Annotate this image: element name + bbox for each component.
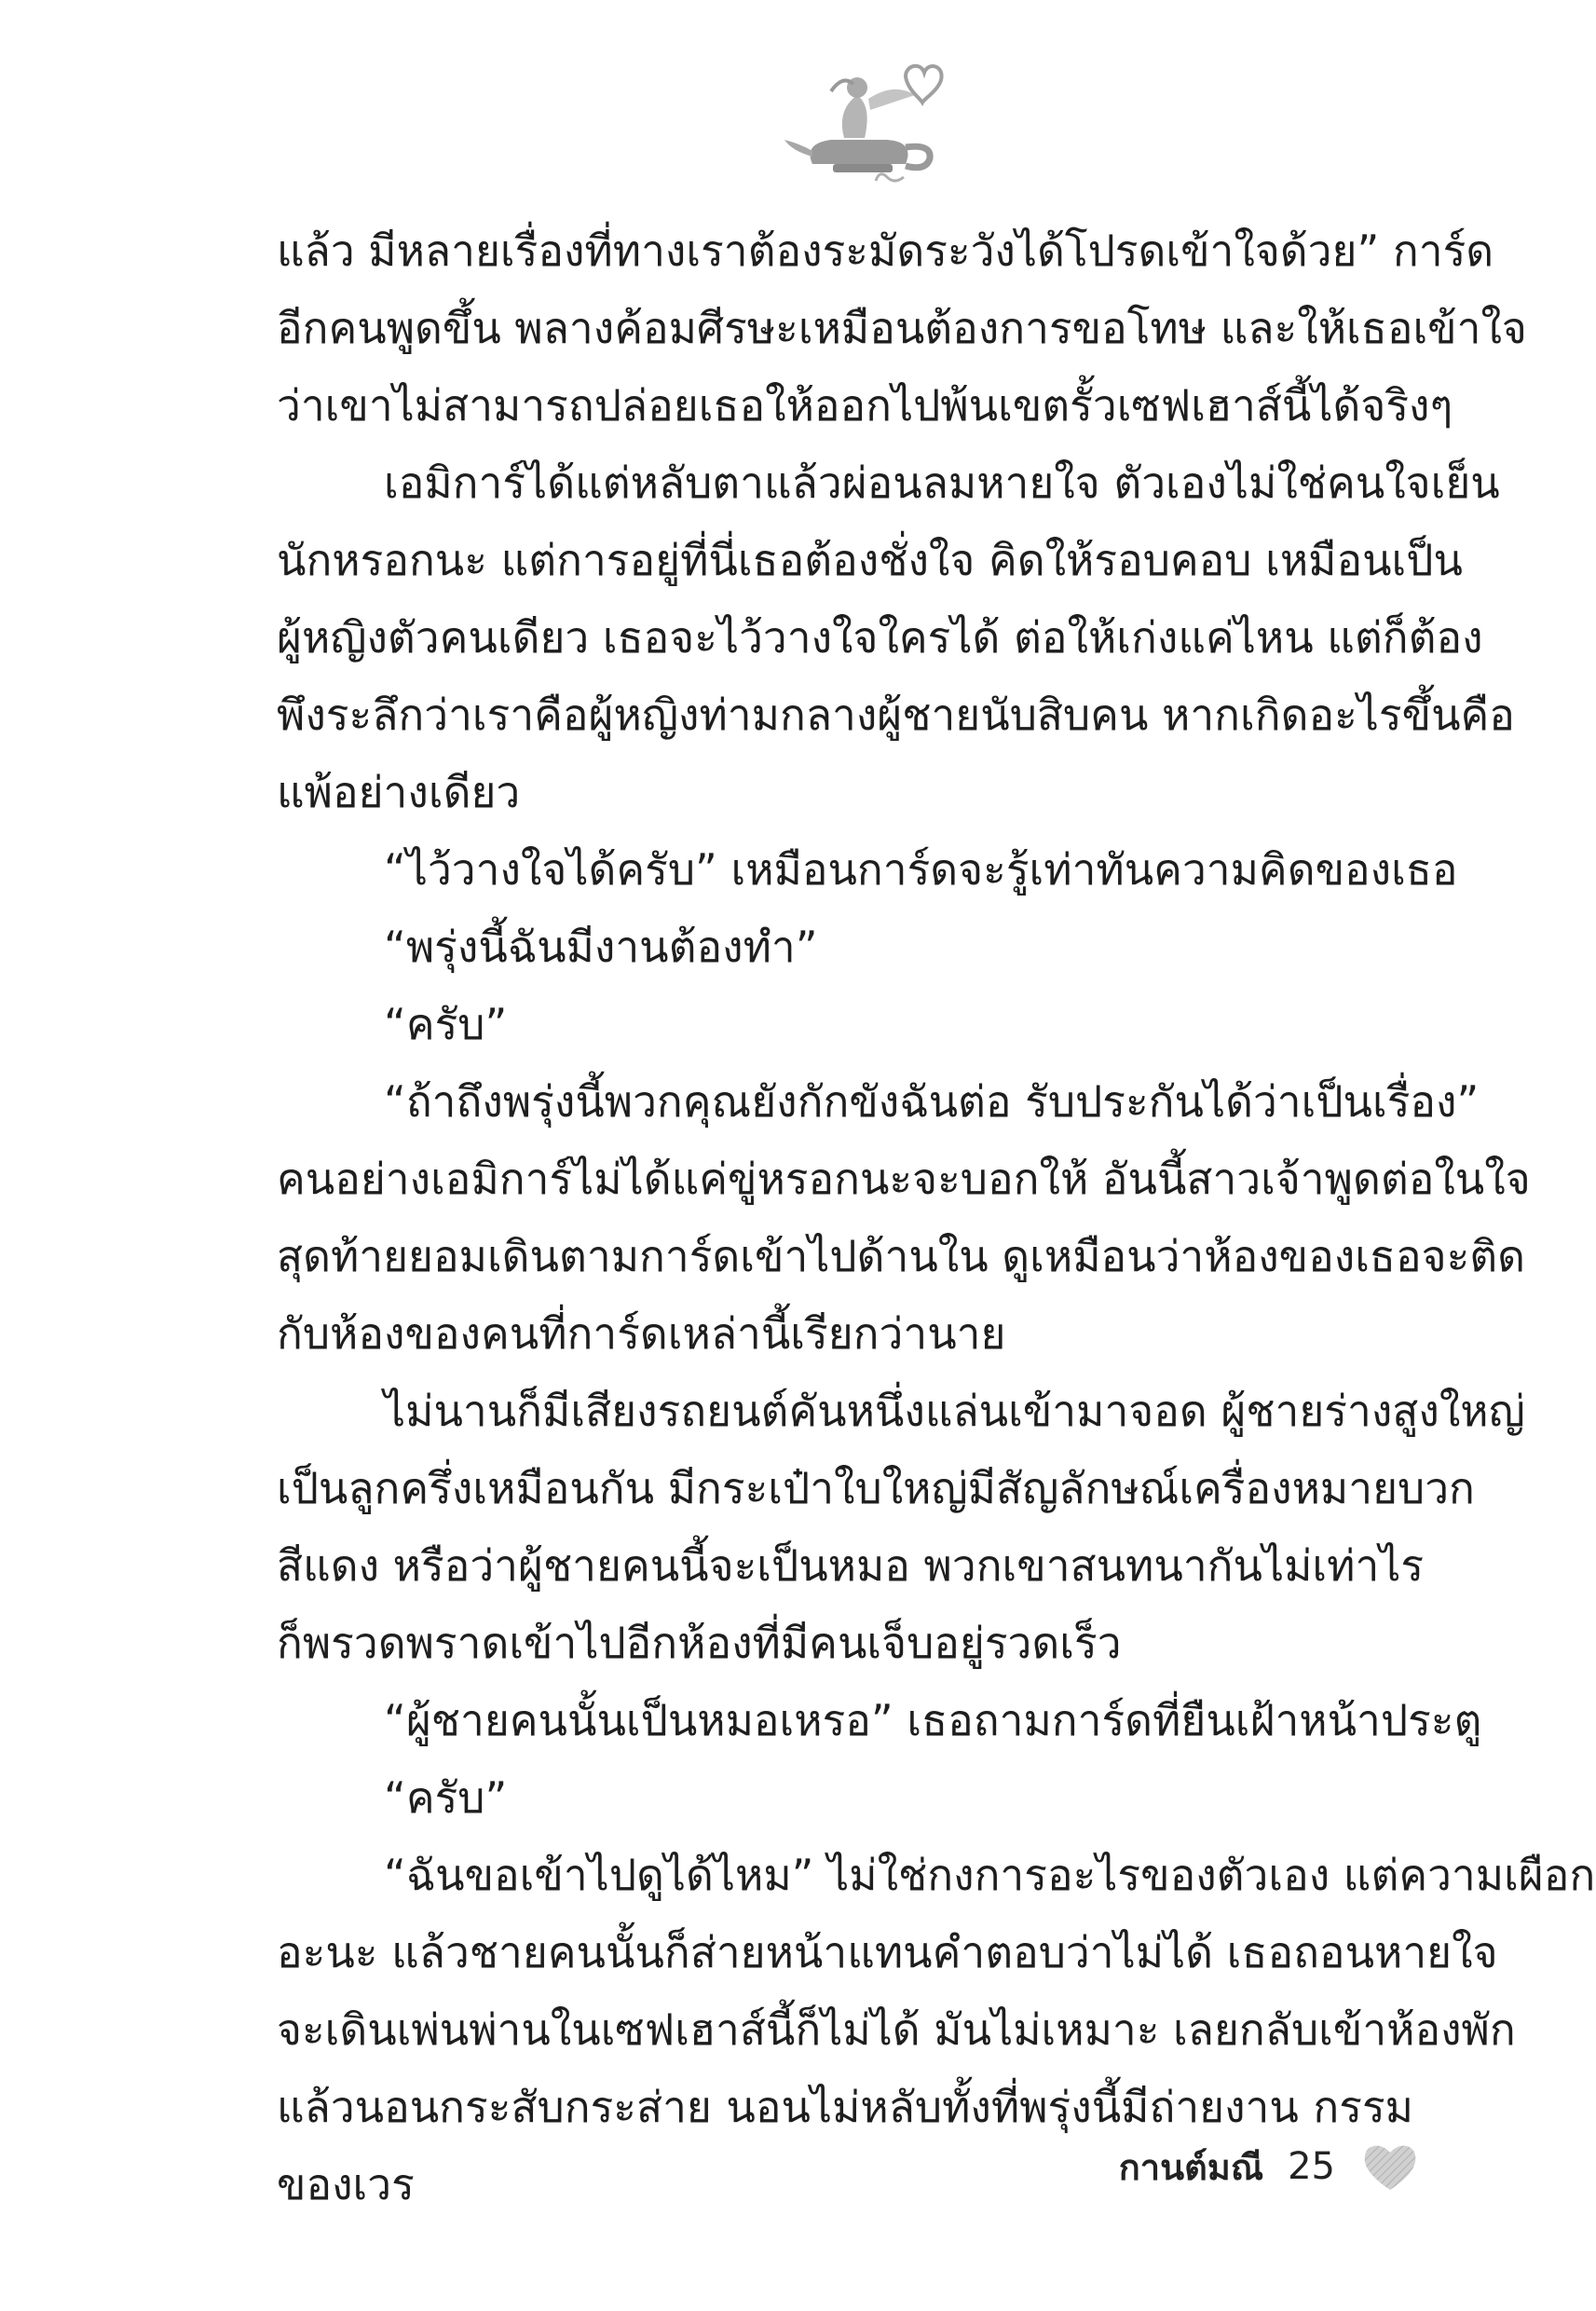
text-line: “ไว้วางใจได้ครับ” เหมือนการ์ดจะรู้เท่าทันความคิดของเธอ (384, 844, 1458, 895)
text-line: ของเวร (277, 2159, 415, 2209)
paragraph (277, 444, 1515, 831)
text-line: แพ้อย่างเดียว (277, 767, 521, 817)
text-line: กับห้องของคนที่การ์ดเหล่านี้เรียกว่านาย (277, 1308, 1006, 1359)
page-number: 25 (1288, 2145, 1335, 2188)
paragraph (277, 1373, 1525, 1682)
text-line: ว่าเขาไม่สามารถปล่อยเธอให้ออกไปพ้นเขตรั้วเซฟเฮาส์นี้ได้จริงๆ (277, 380, 1453, 431)
text-line: “ฉันขอเข้าไปดูได้ไหม” ไม่ใช่กงการอะไรของตัวเอง แต่ความเผือก (384, 1850, 1596, 1900)
heart-icon (1361, 2140, 1419, 2194)
paragraph (277, 909, 1413, 986)
text-line: สีแดง หรือว่าผู้ชายคนนี้จะเป็นหมอ พวกเขาสนทนากันไม่เท่าไร (277, 1540, 1425, 1591)
text-line: ผู้หญิงตัวคนเดียว เธอจะไว้วางใจใครได้ ต่อให้เก่งแค่ไหน แต่ก็ต้อง (277, 612, 1483, 663)
paragraph (277, 1063, 1531, 1373)
text-line: “ครับ” (384, 999, 508, 1049)
text-line: แล้ว มีหลายเรื่องที่ทางเราต้องระมัดระวังได้โปรดเข้าใจด้วย” การ์ด (277, 226, 1494, 276)
text-line: สุดท้ายยอมเดินตามการ์ดเข้าไปด้านใน ดูเหมือนว่าห้องของเธอจะติด (277, 1231, 1526, 1281)
text-line: คนอย่างเอมิการ์ไม่ได้แค่ขู่หรอกนะจะบอกให้ อันนี้สาวเจ้าพูดต่อในใจ (277, 1154, 1531, 1204)
page-footer (1119, 2134, 1419, 2199)
teapot-cupid-ornament-icon (775, 54, 952, 194)
text-line: นักหรอกนะ แต่การอยู่ที่นี่เธอต้องชั่งใจ คิดให้รอบคอบ เหมือนเป็น (277, 535, 1463, 585)
text-line: “ผู้ชายคนนั้นเป็นหมอเหรอ” เธอถามการ์ดที่ยืนเฝ้าหน้าประตู (384, 1695, 1482, 1745)
paragraph (277, 1759, 1413, 1837)
text-line: อีกคนพูดขึ้น พลางค้อมศีรษะเหมือนต้องการขอโทษ และให้เธอเข้าใจ (277, 303, 1527, 353)
paragraph (277, 831, 1458, 909)
text-line: จะเดินเพ่นพ่านในเซฟเฮาส์นี้ก็ไม่ได้ มันไม่เหมาะ เลยกลับเข้าห้องพัก (277, 2004, 1516, 2055)
text-line: เป็นลูกครึ่งเหมือนกัน มีกระเป๋าใบใหญ่มีสัญลักษณ์เครื่องหมายบวก (277, 1463, 1475, 1513)
text-line: อะนะ แล้วชายคนนั้นก็ส่ายหน้าแทนคำตอบว่าไม่ได้ เธอถอนหายใจ (277, 1927, 1498, 1977)
text-line: ไม่นานก็มีเสียงรถยนต์คันหนึ่งแล่นเข้ามาจอด ผู้ชายร่างสูงใหญ่ (384, 1386, 1525, 1436)
text-line: “ครับ” (384, 1772, 508, 1823)
text-line: แล้วนอนกระสับกระส่าย นอนไม่หลับทั้งที่พรุ่งนี้มีถ่ายงาน กรรม (277, 2082, 1413, 2132)
paragraph (277, 986, 1413, 1063)
book-title: กานต์มณี (1118, 2146, 1264, 2188)
text-line: พึงระลึกว่าเราคือผู้หญิงท่ามกลางผู้ชายนับสิบคน หากเกิดอะไรขึ้นคือ (277, 690, 1515, 740)
text-line: “พรุ่งนี้ฉันมีงานต้องทำ” (384, 922, 818, 972)
page-body-text (277, 212, 1596, 2223)
paragraph (277, 212, 1527, 444)
text-line: ก็พรวดพราดเข้าไปอีกห้องที่มีคนเจ็บอยู่รวดเร็ว (277, 1618, 1122, 1668)
paragraph (277, 1682, 1482, 1759)
text-line: “ถ้าถึงพรุ่งนี้พวกคุณยังกักขังฉันต่อ รับประกันได้ว่าเป็นเรื่อง” (384, 1076, 1480, 1127)
text-line: เอมิการ์ได้แต่หลับตาแล้วผ่อนลมหายใจ ตัวเองไม่ใช่คนใจเย็น (384, 458, 1500, 508)
